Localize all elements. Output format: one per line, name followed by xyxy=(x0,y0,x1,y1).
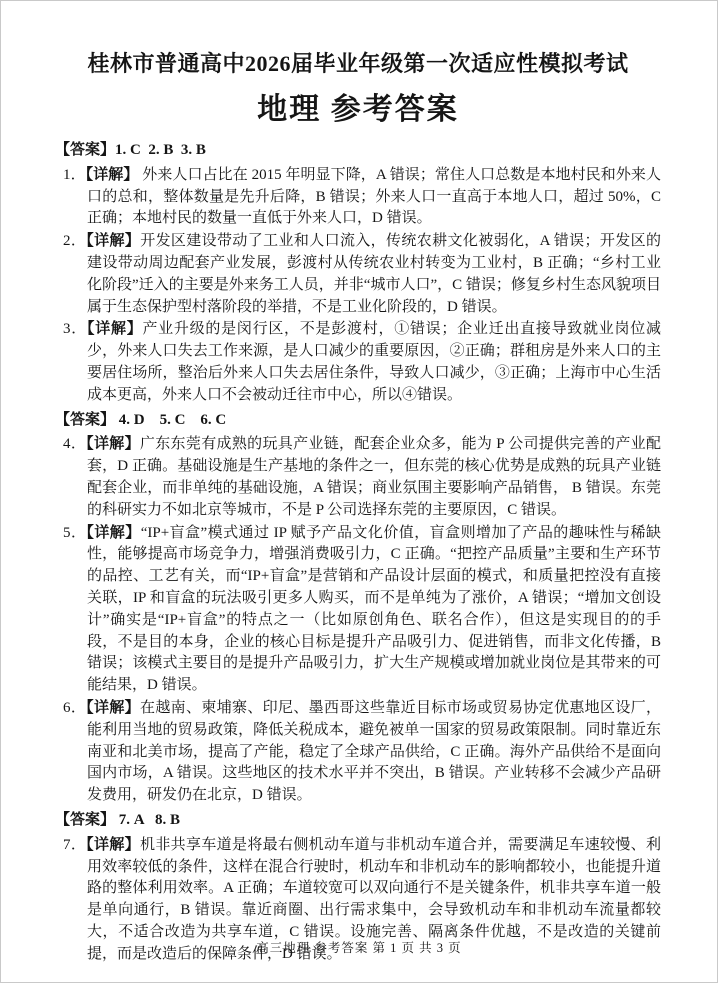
detail-label: 【详解】 xyxy=(85,166,139,183)
detail-item-3 xyxy=(55,319,661,406)
answer-line-3 xyxy=(55,810,661,832)
detail-text: 外来人口占比在 2015 年明显下降，A 错误；常住人口总数是本地村民和外来人口的总和，整体数量是先升后降，B 错误；外来人口一直高于本地人口，超过 50%，C 正确；本地村民的数量一直低于外来人口，D 错误。 xyxy=(87,166,661,227)
item-number: 2． xyxy=(63,233,87,250)
answer-line-1 xyxy=(55,140,661,162)
answer-values: 7. A 8. B xyxy=(115,811,181,828)
item-number: 3． xyxy=(63,321,87,338)
answer-values: 1. C 2. B 3. B xyxy=(115,142,206,158)
answer-line-2 xyxy=(55,410,661,432)
detail-item-2 xyxy=(55,231,661,318)
detail-label: 【详解】 xyxy=(86,436,140,453)
detail-label: 【详解】 xyxy=(86,699,141,716)
item-number: 6． xyxy=(63,699,87,716)
answer-values: 4. D 5. C 6. C xyxy=(115,411,227,428)
item-number: 5． xyxy=(63,524,87,541)
detail-text: 机非共享车道是将最右侧机动车道与非机动车道合并，需要满足车速较慢、利用效率较低的条件，这样在混合行驶时，机动车和非机动车的影响都较小，也能提升道路的整体利用效率。A 正确；车道较宽可以双向通行不是关键条件，机非共享车道一般是单向通行，B 错误。靠近商圈、出行需求集中，会导致机动车和非机动车流量都较大，不适合改造为共享车道，C 错误。设施完善、隔离条件优越，不是改造的关键前提，而是改造后的保障条件，D 错误。 xyxy=(87,836,661,962)
detail-text: 开发区建设带动了工业和人口流入，传统农耕文化被弱化，A 错误；开发区的建设带动周边配套产业发展，彭渡村从传统农业村转变为工业村，B 正确；“乡村工业化阶段”迁入的主要是外来务工人员，并非“城市人口”，C 错误；修复乡村生态风貌项目属于生态保护型村落阶段的举措，不是工业化阶段的，D 错误。 xyxy=(87,233,661,315)
detail-text: 产业升级的是闵行区，不是彭渡村，①错误；企业迁出直接导致就业岗位减少，外来人口失去工作来源，是人口减少的重要原因，②正确；群租房是外来人口的主要居住场所，整治后外来人口失去居住条件，导致人口减少，③正确；上海市中心生活成本更高，外来人口不会被动迁往市中心，所以④错误。 xyxy=(87,321,661,403)
answer-label: 【答案】 xyxy=(55,811,116,828)
item-number: 1． xyxy=(63,166,86,183)
item-number: 7． xyxy=(63,836,87,853)
detail-label: 【详解】 xyxy=(86,524,141,541)
page-subtitle: 地理 参考答案 xyxy=(257,93,459,126)
detail-text: “IP+盲盒”模式通过 IP 赋予产品文化价值，盲盒则增加了产品的趣味性与稀缺性，能够提高市场竞争力，增强消费吸引力，C 正确。“把控产品质量”主要和生产环节的品控、工艺有关，而“IP+盲盒”是营销和产品设计层面的模式，和质量把控没有直接关联，IP 和盲盒的玩法吸引更多人购买，而不是单纯为了涨价，A 错误；“增加文创设计”确实是“IP+盲盒”的特点之一（比如原创角色、联名合作），但这是实现目的的手段，不是目的本身，企业的核心目标是提升产品吸引力、促进销售，而非文化传播，B 错误；该模式主要目的是提升产品吸引力，扩大生产规模或增加就业岗位是其带来的可能结果，D 错误。 xyxy=(87,524,661,694)
detail-label: 【详解】 xyxy=(86,233,141,250)
answer-label: 【答案】 xyxy=(55,142,116,158)
detail-label: 【详解】 xyxy=(86,836,141,853)
detail-item-4 xyxy=(55,434,661,521)
page-title: 桂林市普通高中2026届毕业年级第一次适应性模拟考试 xyxy=(87,51,629,76)
item-number: 4． xyxy=(63,436,87,453)
detail-item-6 xyxy=(55,698,661,807)
detail-text: 在越南、柬埔寨、印尼、墨西哥这些靠近目标市场或贸易协定优惠地区设厂，能利用当地的贸易政策，降低关税成本，避免被单一国家的贸易政策限制。同时靠近东南亚和北美市场，提高了产能，稳定了全球产品供给，C 正确。海外产品供给不是面向国内市场，A 错误。这些地区的技术水平并不突出，B 错误。产业转移不会减少产品研发费用，研发仍在北京，D 错误。 xyxy=(87,699,661,804)
answer-label: 【答案】 xyxy=(55,411,116,428)
detail-item-5 xyxy=(55,523,661,697)
detail-text: 广东东莞有成熟的玩具产业链，配套企业众多，能为 P 公司提供完善的产业配套，D 正确。基础设施是生产基地的条件之一，但东莞的核心优势是成熟的玩具产业链配套企业，而非单纯的基础设施，A 错误；商业氛围主要影响产品销售， B 错误。东莞的科研实力不如北京等城市，不是 P 公司选择东莞的主要原因，C 错误。 xyxy=(87,436,661,518)
page-footer: 高三地理 参考答案 第 1 页 共 3 页 xyxy=(256,941,462,955)
detail-item-1 xyxy=(55,165,661,230)
detail-label: 【详解】 xyxy=(86,321,143,338)
